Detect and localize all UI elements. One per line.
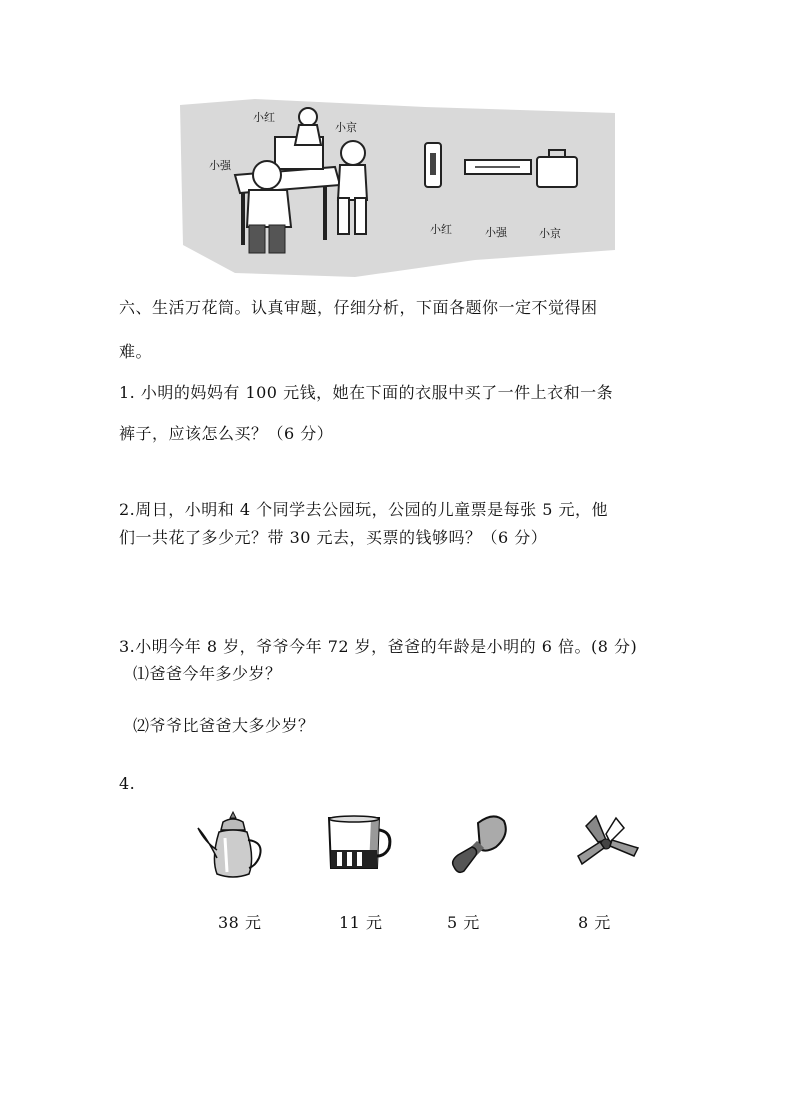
trowel-icon [448,813,510,877]
price-trowel: 5 元 [447,913,480,932]
q1-line1: 1. 小明的妈妈有 100 元钱，她在下面的衣服中买了一件上衣和一条 [119,383,614,402]
price-cup: 11 元 [339,913,383,932]
q3-sub1: ⑴爸爸今年多少岁？ [133,664,282,683]
q2-line2: 们一共花了多少元？带 30 元去，买票的钱够吗？（6 分） [119,528,548,547]
pliers-icon [576,812,640,876]
q3-line1: 3.小明今年 8 岁，爷爷今年 72 岁，爸爸的年龄是小明的 6 倍。(8 分) [119,637,638,656]
label-xiaoqiang: 小强 [209,159,231,172]
teapot-icon [195,810,267,882]
q2-line1: 2.周日，小明和 4 个同学去公园玩，公园的儿童票是每张 5 元，他 [119,500,608,519]
price-pliers: 8 元 [578,913,611,932]
item-label-xiaoqiang: 小强 [485,226,507,239]
label-xiaojing: 小京 [335,121,357,134]
section-heading-line1: 六、生活万花筒。认真审题，仔细分析，下面各题你一定不觉得困 [119,298,598,317]
cup-icon [323,814,395,872]
top-illustration [175,95,615,280]
q1-line2: 裤子，应该怎么买？（6 分） [119,424,334,443]
section-heading-line2: 难。 [119,342,153,361]
label-xiaohong: 小红 [253,111,275,124]
illustration-art [175,95,615,280]
item-label-xiaojing: 小京 [539,227,561,240]
q4-number: 4. [119,774,136,793]
item-label-xiaohong: 小红 [430,223,452,236]
price-teapot: 38 元 [218,913,262,932]
q3-sub2: ⑵爷爷比爸爸大多少岁？ [133,716,315,735]
